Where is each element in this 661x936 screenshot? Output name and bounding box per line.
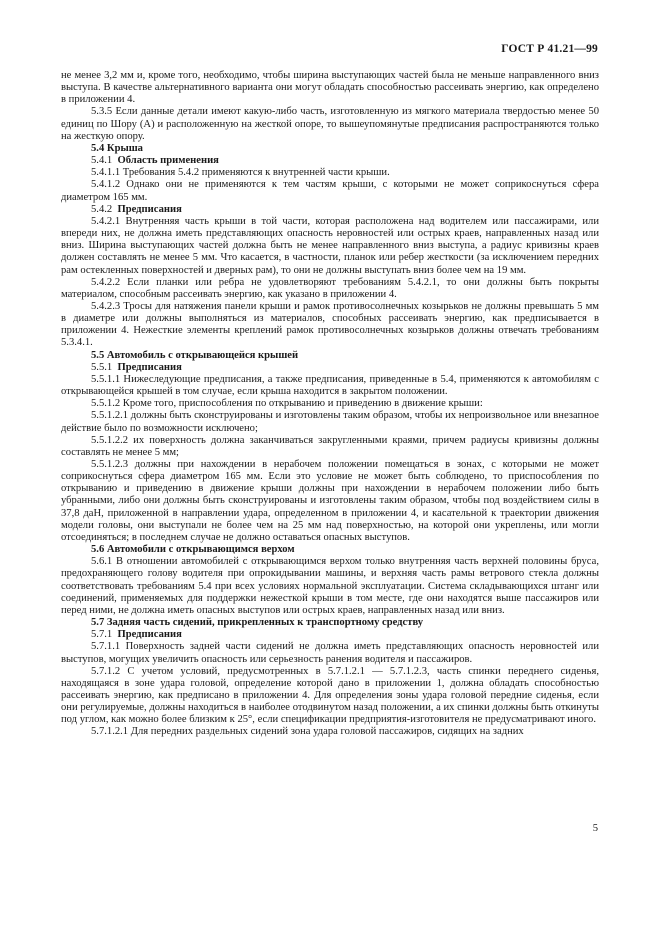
paragraph: 5.5.1.2 Кроме того, приспособления по открыванию и приведению в движение крыши: bbox=[91, 398, 483, 410]
section-title: Предписания bbox=[117, 629, 182, 641]
section-heading bbox=[61, 617, 599, 629]
document-header: ГОСТ Р 41.21—99 bbox=[501, 43, 598, 55]
section-heading bbox=[61, 155, 599, 167]
paragraph: 5.5.1.2.1 должны быть сконструированы и изготовлены таким образом, чтобы их непроизвольное или внезапное действие было по возможности исключено; bbox=[61, 410, 599, 434]
paragraph: 5.4.1.1 Требования 5.4.2 применяются к внутренней части крыши. bbox=[91, 167, 390, 179]
paragraph: 5.4.2.1 Внутренняя часть крыши в той части, которая расположена над водителем или пассажирами, или впереди них, не должна иметь представляющих опасность неровностей или острых краев, направленных назад или вниз. Ширина выступающих частей должна быть не менее направленного вниз выступа, а радиус кривизны краев должен составлять не менее 5 мм. Что касается, в частности, планок или ребер жесткости (за исключением передних рам остекленных поверхностей и дверных рам), то они не должны выступать вниз более чем на 19 мм. bbox=[61, 215, 599, 276]
section-title: 5.6 Автомобили с открывающимся верхом bbox=[91, 544, 295, 556]
paragraph: 5.5.1.2.2 их поверхность должна заканчиваться закругленными краями, причем радиусы кривизны должны составлять не менее 5 мм; bbox=[61, 434, 599, 458]
section-number: 5.4.2 bbox=[91, 203, 113, 215]
section-number: 5.5.1 bbox=[91, 361, 113, 373]
section-title: Предписания bbox=[117, 361, 182, 373]
paragraph: 5.5.1.1 Нижеследующие предписания, а также предписания, приведенные в 5.4, применяются к автомобилям с открывающейся крышей в том случае, если крыша находится в закрытом положении. bbox=[61, 373, 599, 398]
section-heading bbox=[61, 350, 599, 362]
paragraph: 5.4.1.2 Однако они не применяются к тем частям крыши, с которыми не может соприкоснуться сфера диаметром 165 мм. bbox=[61, 179, 599, 203]
page-number: 5 bbox=[592, 823, 598, 834]
paragraph: 5.6.1 В отношении автомобилей с открывающимся верхом только внутренняя часть верхней половины бруса, предохраняющего голову водителя при опрокидывании машины, и верхняя часть рамы ветрового стекла должны соответствовать требованиям 5.4 при всех условиях нормальной эксплуатации. Система складывающихся штанг или соединений, применяемых для поддержки нежесткой крыши в том месте, где они находятся выше пассажиров или перед ними, не должна иметь опасных выступов или острых краев, направленных назад или вниз. bbox=[61, 556, 599, 616]
section-title: 5.4 Крыша bbox=[91, 142, 143, 154]
section-heading bbox=[61, 629, 599, 641]
section-title: Предписания bbox=[117, 203, 182, 215]
section-title: 5.7 Задняя часть сидений, прикрепленных к транспортному средству bbox=[91, 617, 424, 629]
section-title: 5.5 Автомобиль с открывающейся крышей bbox=[91, 349, 299, 361]
paragraph: 5.5.1.2.3 должны при нахождении в нерабочем положении помещаться в зонах, с которыми не может соприкоснуться сфера диаметром 165 мм. Если это условие не может быть соблюдено, то приспособления по открыванию и приведению в движение крыши должны при нахождении в нерабочем положении либо быть убранными, либо они должны быть сконструированы и изготовлены таким образом, чтобы под воздействием силы в 37,8 даН, приложенной в направлении удара, определенном в приложении 4, и касательной к траектории движения модели головы, они выступали не более чем на 25 мм над поверхностью, на которой они укреплены, или могли отсоединяться; в последнем случае не должно оставаться опасных выступов. bbox=[61, 459, 599, 543]
section-heading bbox=[61, 544, 599, 556]
paragraph: 5.4.2.3 Тросы для натяжения панели крыши и рамок противосолнечных козырьков не должны превышать 5 мм в диаметре или должны выполняться из материалов, способных рассеивать энергию, как предписывается в приложении 4. Нежесткие элементы креплений рамок противосолнечных козырьков должны отвечать требованиям 5.3.4.1. bbox=[61, 300, 599, 349]
paragraph: 5.4.2.2 Если планки или ребра не удовлетворяют требованиям 5.4.2.1, то они должны быть покрыты материалом, способным рассеивать энергию, как указано в приложении 4. bbox=[61, 276, 599, 300]
paragraph: 5.7.1.2 С учетом условий, предусмотренных в 5.7.1.2.1 — 5.7.1.2.3, часть спинки переднего сиденья, находящаяся в зоне удара головой, определение которой дано в приложении 1, должна обладать способностью рассеивать энергию, как предписано в приложении 4. Для определения зоны удара головой передние сиденья, если они регулируемые, должны находиться в наиболее отодвинутом назад положении, а их спинки должны быть откинуты под углом, как можно более близким к 25°, если спецификации предприятия-изготовителя не предусматривают иного. bbox=[61, 665, 599, 726]
section-heading bbox=[61, 362, 599, 374]
section-number: 5.7.1 bbox=[91, 629, 113, 641]
paragraph: 5.3.5 Если данные детали имеют какую-либо часть, изготовленную из мягкого материала твердостью менее 50 единиц по Шору (А) и расположенную на жесткой опоре, то вышеупомянутые предписания распространяются только на жесткую опору. bbox=[61, 106, 599, 142]
section-heading bbox=[61, 143, 599, 155]
document-body bbox=[61, 70, 599, 739]
paragraph: 5.7.1.1 Поверхность задней части сидений не должна иметь представляющих опасность неровностей или выступов, могущих увеличить опасность или серьезность ранения водителя и пассажиров. bbox=[61, 641, 599, 665]
paragraph: 5.7.1.2.1 Для передних раздельных сидений зона удара головой пассажиров, сидящих на задних bbox=[91, 726, 524, 738]
paragraph-continuation: не менее 3,2 мм и, кроме того, необходимо, чтобы ширина выступающих частей была не меньше направленного вниз выступа. В качестве альтернативного варианта они могут обладать способностью рассеивать энергию, как определено в приложении 4. bbox=[61, 70, 599, 106]
section-number: 5.4.1 bbox=[91, 155, 113, 167]
section-title: Область применения bbox=[117, 155, 219, 167]
section-heading bbox=[61, 204, 599, 216]
